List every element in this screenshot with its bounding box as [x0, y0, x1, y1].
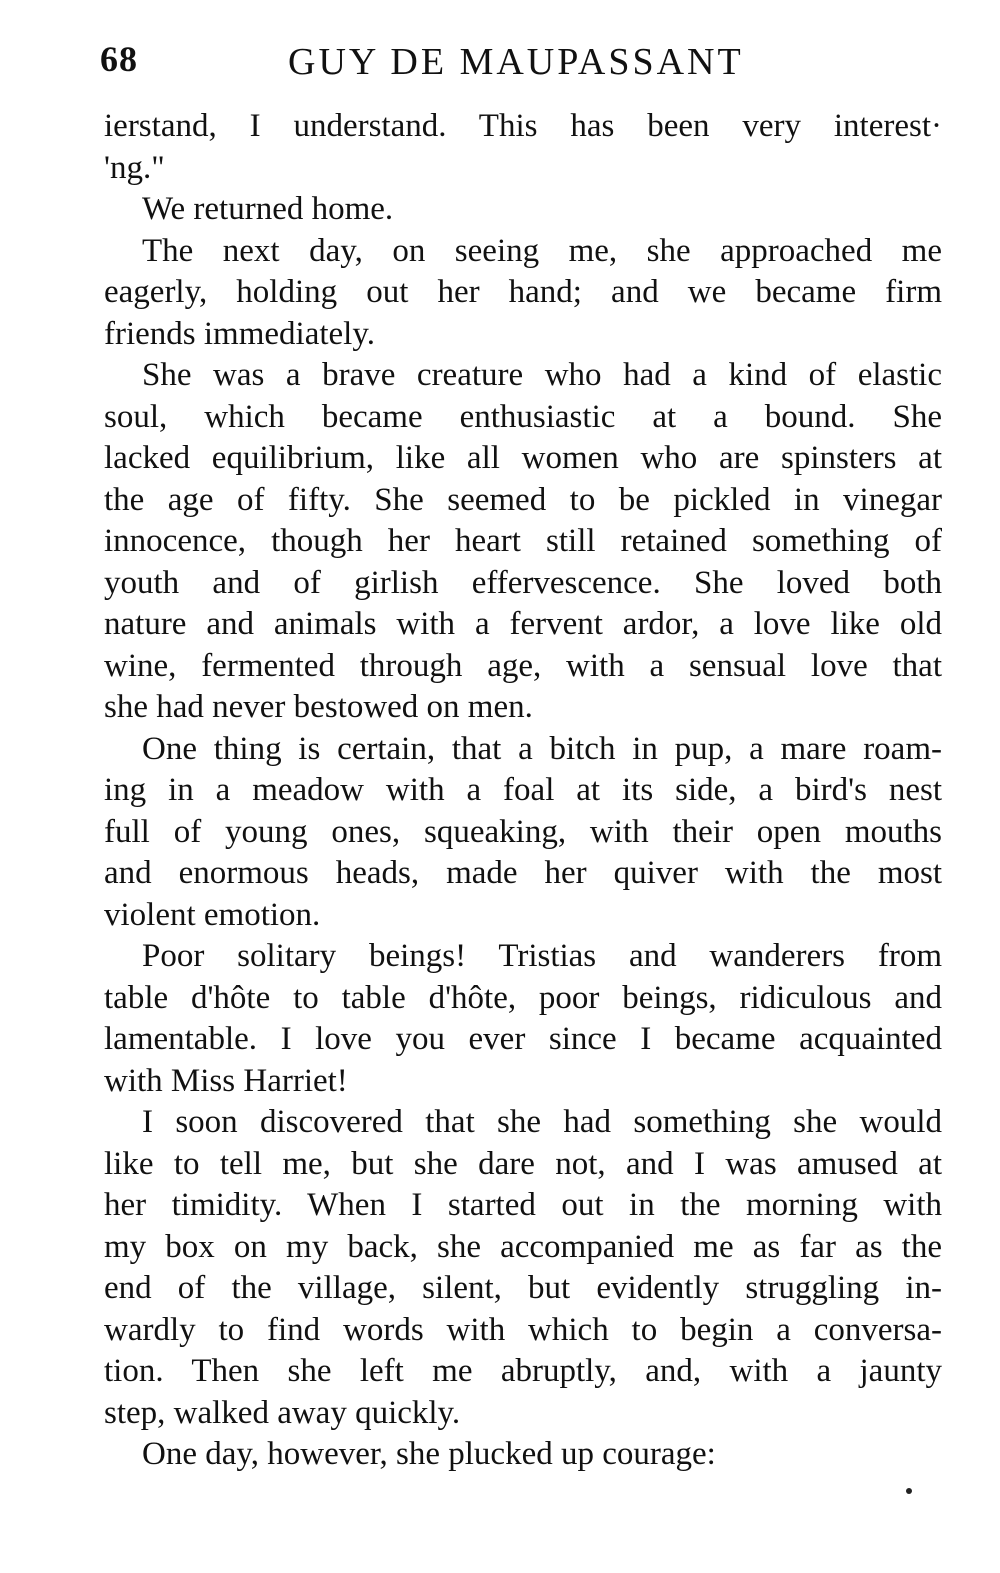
text-line: violent emotion. — [104, 896, 321, 933]
text-line: ing in a meadow with a foal at its side, a bird's nest — [104, 772, 942, 808]
text-line: the age of fifty. She seemed to be pickled in vinegar — [104, 481, 942, 518]
text-line: tion. Then she left me abruptly, and, with a jaunty — [104, 1353, 942, 1389]
paragraph-start-line: Poor solitary beings! Tristias and wanderers from — [142, 938, 942, 974]
text-line: soul, which became enthusiastic at a bound. She — [104, 398, 942, 435]
text-line: with Miss Harriet! — [104, 1062, 348, 1099]
text-line: friends immediately. — [104, 315, 375, 352]
paragraph-start-line: The next day, on seeing me, she approached me — [142, 232, 942, 269]
text-line: she had never bestowed on men. — [104, 689, 533, 725]
text-line: ierstand, I understand. This has been very interest· — [104, 108, 942, 144]
text-line: innocence, though her heart still retained something of — [104, 523, 942, 559]
paragraph-start-line: One day, however, she plucked up courage: — [142, 1436, 716, 1472]
running-head: GUY DE MAUPASSANT — [288, 41, 744, 83]
text-line: like to tell me, but she dare not, and I was amused at — [104, 1145, 942, 1182]
paragraph-start-line: She was a brave creature who had a kind of elastic — [142, 357, 942, 393]
text-line: eagerly, holding out her hand; and we became firm — [104, 274, 942, 310]
text-line: wine, fermented through age, with a sensual love that — [104, 647, 942, 684]
text-line: end of the village, silent, but evidently struggling in- — [104, 1270, 942, 1306]
body-text — [104, 106, 942, 1476]
text-line: her timidity. When I started out in the morning with — [104, 1187, 942, 1223]
text-line: lacked equilibrium, like all women who are spinsters at — [104, 440, 942, 476]
text-line: youth and of girlish effervescence. She loved both — [104, 564, 942, 601]
text-line: nature and animals with a fervent ardor, a love like old — [104, 606, 942, 642]
page-number: 68 — [100, 39, 138, 79]
page-header — [100, 38, 860, 88]
text-line: full of young ones, squeaking, with their open mouths — [104, 813, 942, 850]
text-line: and enormous heads, made her quiver with the most — [104, 855, 942, 891]
text-line: step, walked away quickly. — [104, 1394, 461, 1431]
text-line: table d'hôte to table d'hôte, poor beings, ridiculous and — [104, 979, 942, 1016]
ink-speck — [906, 1488, 912, 1494]
paragraph-start-line: One thing is certain, that a bitch in pup, a mare roam- — [142, 730, 942, 767]
text-line: wardly to find words with which to begin a conversa- — [104, 1311, 942, 1348]
paragraph-start-line: We returned home. — [142, 191, 394, 227]
paragraph-start-line: I soon discovered that she had something she would — [142, 1104, 942, 1140]
text-line: lamentable. I love you ever since I became acquainted — [104, 1021, 942, 1057]
text-line: my box on my back, she accompanied me as far as the — [104, 1228, 942, 1265]
text-line: 'ng." — [104, 149, 165, 186]
